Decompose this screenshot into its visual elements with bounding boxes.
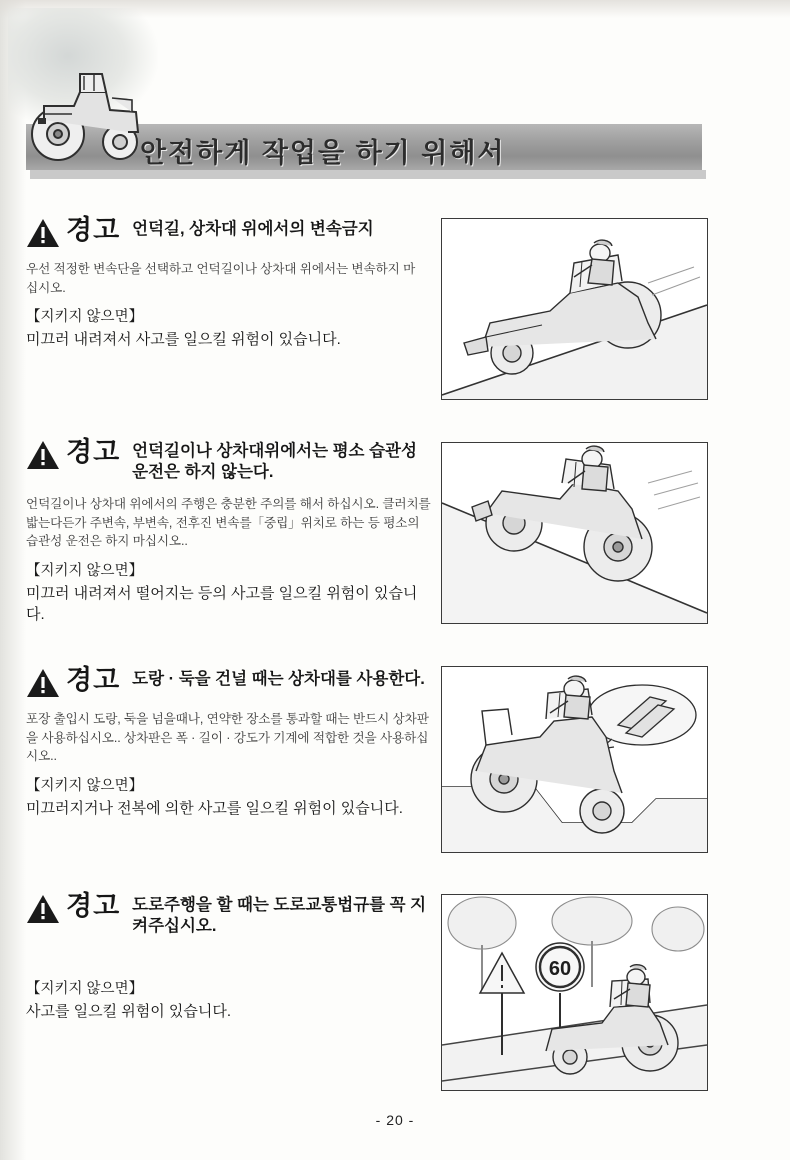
page-title: 안전하게 작업을 하기 위해서: [140, 138, 506, 168]
warning-block-3: [0, 646, 790, 878]
warning-title-2: 언덕길이나 상차대위에서는 평소 습관성 운전은 하지 않는다.: [132, 442, 417, 482]
warning-body-1: 우선 적정한 변속단을 선택하고 언덕길이나 상차대 위에서는 변속하지 마십시오.: [26, 262, 416, 295]
warning-block-2: [0, 424, 790, 646]
warning-bracket-3: 【지키지 않으면】: [26, 777, 144, 794]
figure-tractor-downhill: [441, 442, 708, 624]
warning-title-3: 도랑 · 둑을 건널 때는 상차대를 사용한다.: [132, 670, 425, 688]
warning-consequence-1: 미끄러 내려져서 사고를 일으킬 위험이 있습니다.: [26, 331, 341, 349]
warning-bracket-2: 【지키지 않으면】: [26, 563, 144, 580]
warning-block-1: [0, 196, 790, 424]
speed-limit-value: 60: [548, 958, 572, 980]
warning-bracket-4: 【지키지 않으면】: [26, 981, 144, 998]
warning-heading-1: [26, 216, 426, 248]
warning-consequence-2: 미끄러 내려져서 떨어지는 등의 사고를 일으킬 위험이 있습니다.: [26, 585, 418, 624]
warning-label-4: 경고: [66, 891, 121, 921]
warning-heading-3: [26, 666, 434, 698]
warning-triangle-icon: [26, 894, 60, 924]
figure-tractor-crossing-ditch: [441, 666, 708, 853]
warning-body-3: 포장 출입시 도랑, 둑을 넘을때나, 연약한 장소를 통과할 때는 반드시 상차판을 사용하십시오.. 상차판은 폭 · 길이 · 강도가 기계에 적합한 것을 사용하십시오..: [26, 712, 429, 764]
warning-triangle-icon: [26, 218, 60, 248]
warning-triangle-icon: [26, 440, 60, 470]
warning-block-4: [0, 878, 790, 1108]
warning-label-2: 경고: [66, 437, 121, 467]
header-banner-shadow: [30, 170, 706, 179]
warnings-list: [0, 196, 790, 1108]
warning-consequence-4: 사고를 일으킬 위험이 있습니다.: [26, 1003, 232, 1021]
warning-heading-4: [26, 892, 434, 937]
warning-label-1: 경고: [66, 215, 121, 245]
figure-tractor-on-road: [441, 894, 708, 1091]
warning-bracket-1: 【지키지 않으면】: [26, 309, 144, 326]
page-number: - 20 -: [375, 1112, 415, 1128]
warning-title-1: 언덕길, 상차대 위에서의 변속금지: [132, 220, 374, 238]
tractor-icon: [28, 62, 146, 170]
warning-heading-2: [26, 438, 434, 483]
warning-triangle-icon: [26, 668, 60, 698]
warning-body-2: 언덕길이나 상차대 위에서의 주행은 충분한 주의를 해서 하십시오. 클러치를 밟는다든가 주변속, 부변속, 전후진 변속를「중립」위치로 하는 등 평소의 습관성 운전은 하지 마십시오..: [26, 497, 431, 549]
page-header: [0, 0, 790, 190]
warning-title-4: 도로주행을 할 때는 도로교통법규를 꼭 지켜주십시오.: [132, 896, 427, 936]
warning-consequence-3: 미끄러지거나 전복에 의한 사고를 일으킬 위험이 있습니다.: [26, 799, 403, 817]
figure-tractor-on-slope: [441, 218, 708, 400]
warning-label-3: 경고: [66, 665, 121, 695]
